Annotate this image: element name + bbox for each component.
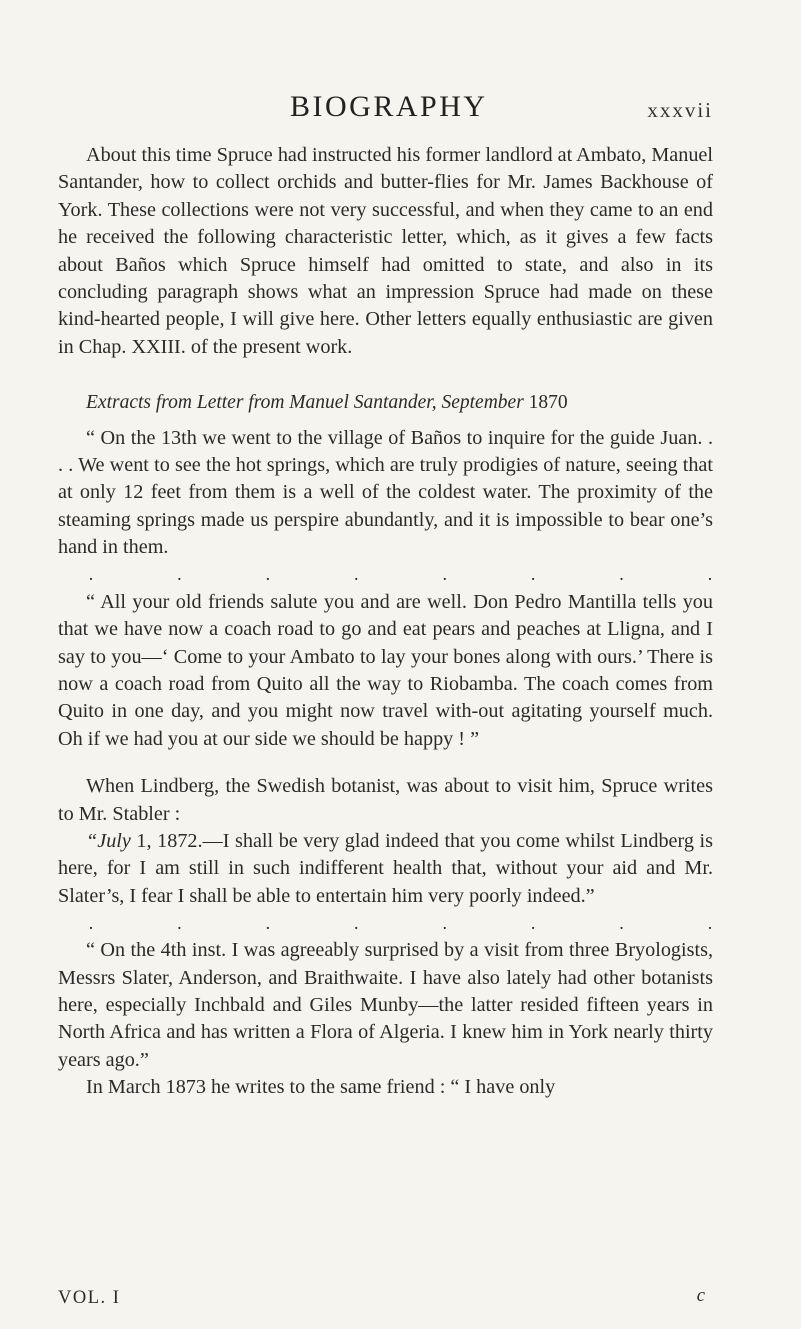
body-text: [58, 142, 713, 1102]
page-title: BIOGRAPHY: [290, 90, 488, 123]
july-date: “July: [86, 829, 131, 852]
page-number: xxxvii: [647, 98, 713, 122]
running-header: [58, 90, 713, 130]
extract-heading-year: 1870: [528, 392, 568, 414]
paragraph-july: [58, 828, 713, 910]
paragraph-letter-2: “ All your old friends salute you and are well. Don Pedro Mantilla tells you that we have now a coach road to go and eat pears and peaches at Lligna, and I say to you—‘ Come to your Ambato to lay your bones along with ours.’ There is now a coach road from Quito all the way to Riobamba. The coach comes from Quito in one day, and you might now travel with-out agitating yourself much. Oh if we had you at our side we should be happy ! ”: [58, 590, 713, 750]
paragraph-letter-1: “ On the 13th we went to the village of Baños to inquire for the guide Juan. . . . We went to see the hot springs, which are truly prodigies of nature, seeing that at only 12 feet from them is a well of the coldest water. The proximity of the steaming springs made us perspire abundantly, and it is impossible to bear one’s hand in them.: [58, 426, 713, 559]
ellipsis-divider-1: . . . . . . . .: [88, 564, 713, 585]
paragraph-march: In March 1873 he writes to the same friend : “ I have only: [86, 1076, 556, 1099]
paragraph-intro: About this time Spruce had instructed his former landlord at Ambato, Manuel Santander, how to collect orchids and butter-flies for Mr. James Backhouse of York. These collections were not very successful, and when they came to an end he received the following characteristic letter, which, as it gives a few facts about Baños which Spruce himself had omitted to state, and also in its concluding paragraph shows what an impression Spruce had made on these kind-hearted people, I will give here. Other letters equally enthusiastic are given in Chap. XXIII. of the present work.: [58, 144, 713, 358]
paragraph-bryologists: “ On the 4th inst. I was agreeably surprised by a visit from three Bryologists, Messrs Slater, Anderson, and Braithwaite. I have also lately had other botanists here, especially Inchbald and Giles Munby—the latter resided fifteen years in North Africa and has written a Flora of Algeria. I knew him in York nearly thirty years ago.”: [58, 939, 713, 1071]
july-text: 1, 1872.—I shall be very glad indeed that you come whilst Lindberg is here, for I am still in such indifferent health that, without your aid and Mr. Slater’s, I fear I shall be able to entertain him very poorly indeed.”: [58, 829, 713, 907]
signature-mark: c: [696, 1286, 705, 1306]
ellipsis-divider-2: . . . . . . . .: [88, 912, 713, 933]
extract-heading: [58, 389, 713, 416]
extract-heading-text: Extracts from Letter from Manuel Santander, September: [86, 392, 524, 414]
page-footer: [58, 1288, 713, 1314]
book-page: [58, 0, 713, 1329]
volume-label: VOL. I: [58, 1288, 121, 1308]
paragraph-lindberg: When Lindberg, the Swedish botanist, was about to visit him, Spruce writes to Mr. Stabler :: [58, 775, 713, 825]
